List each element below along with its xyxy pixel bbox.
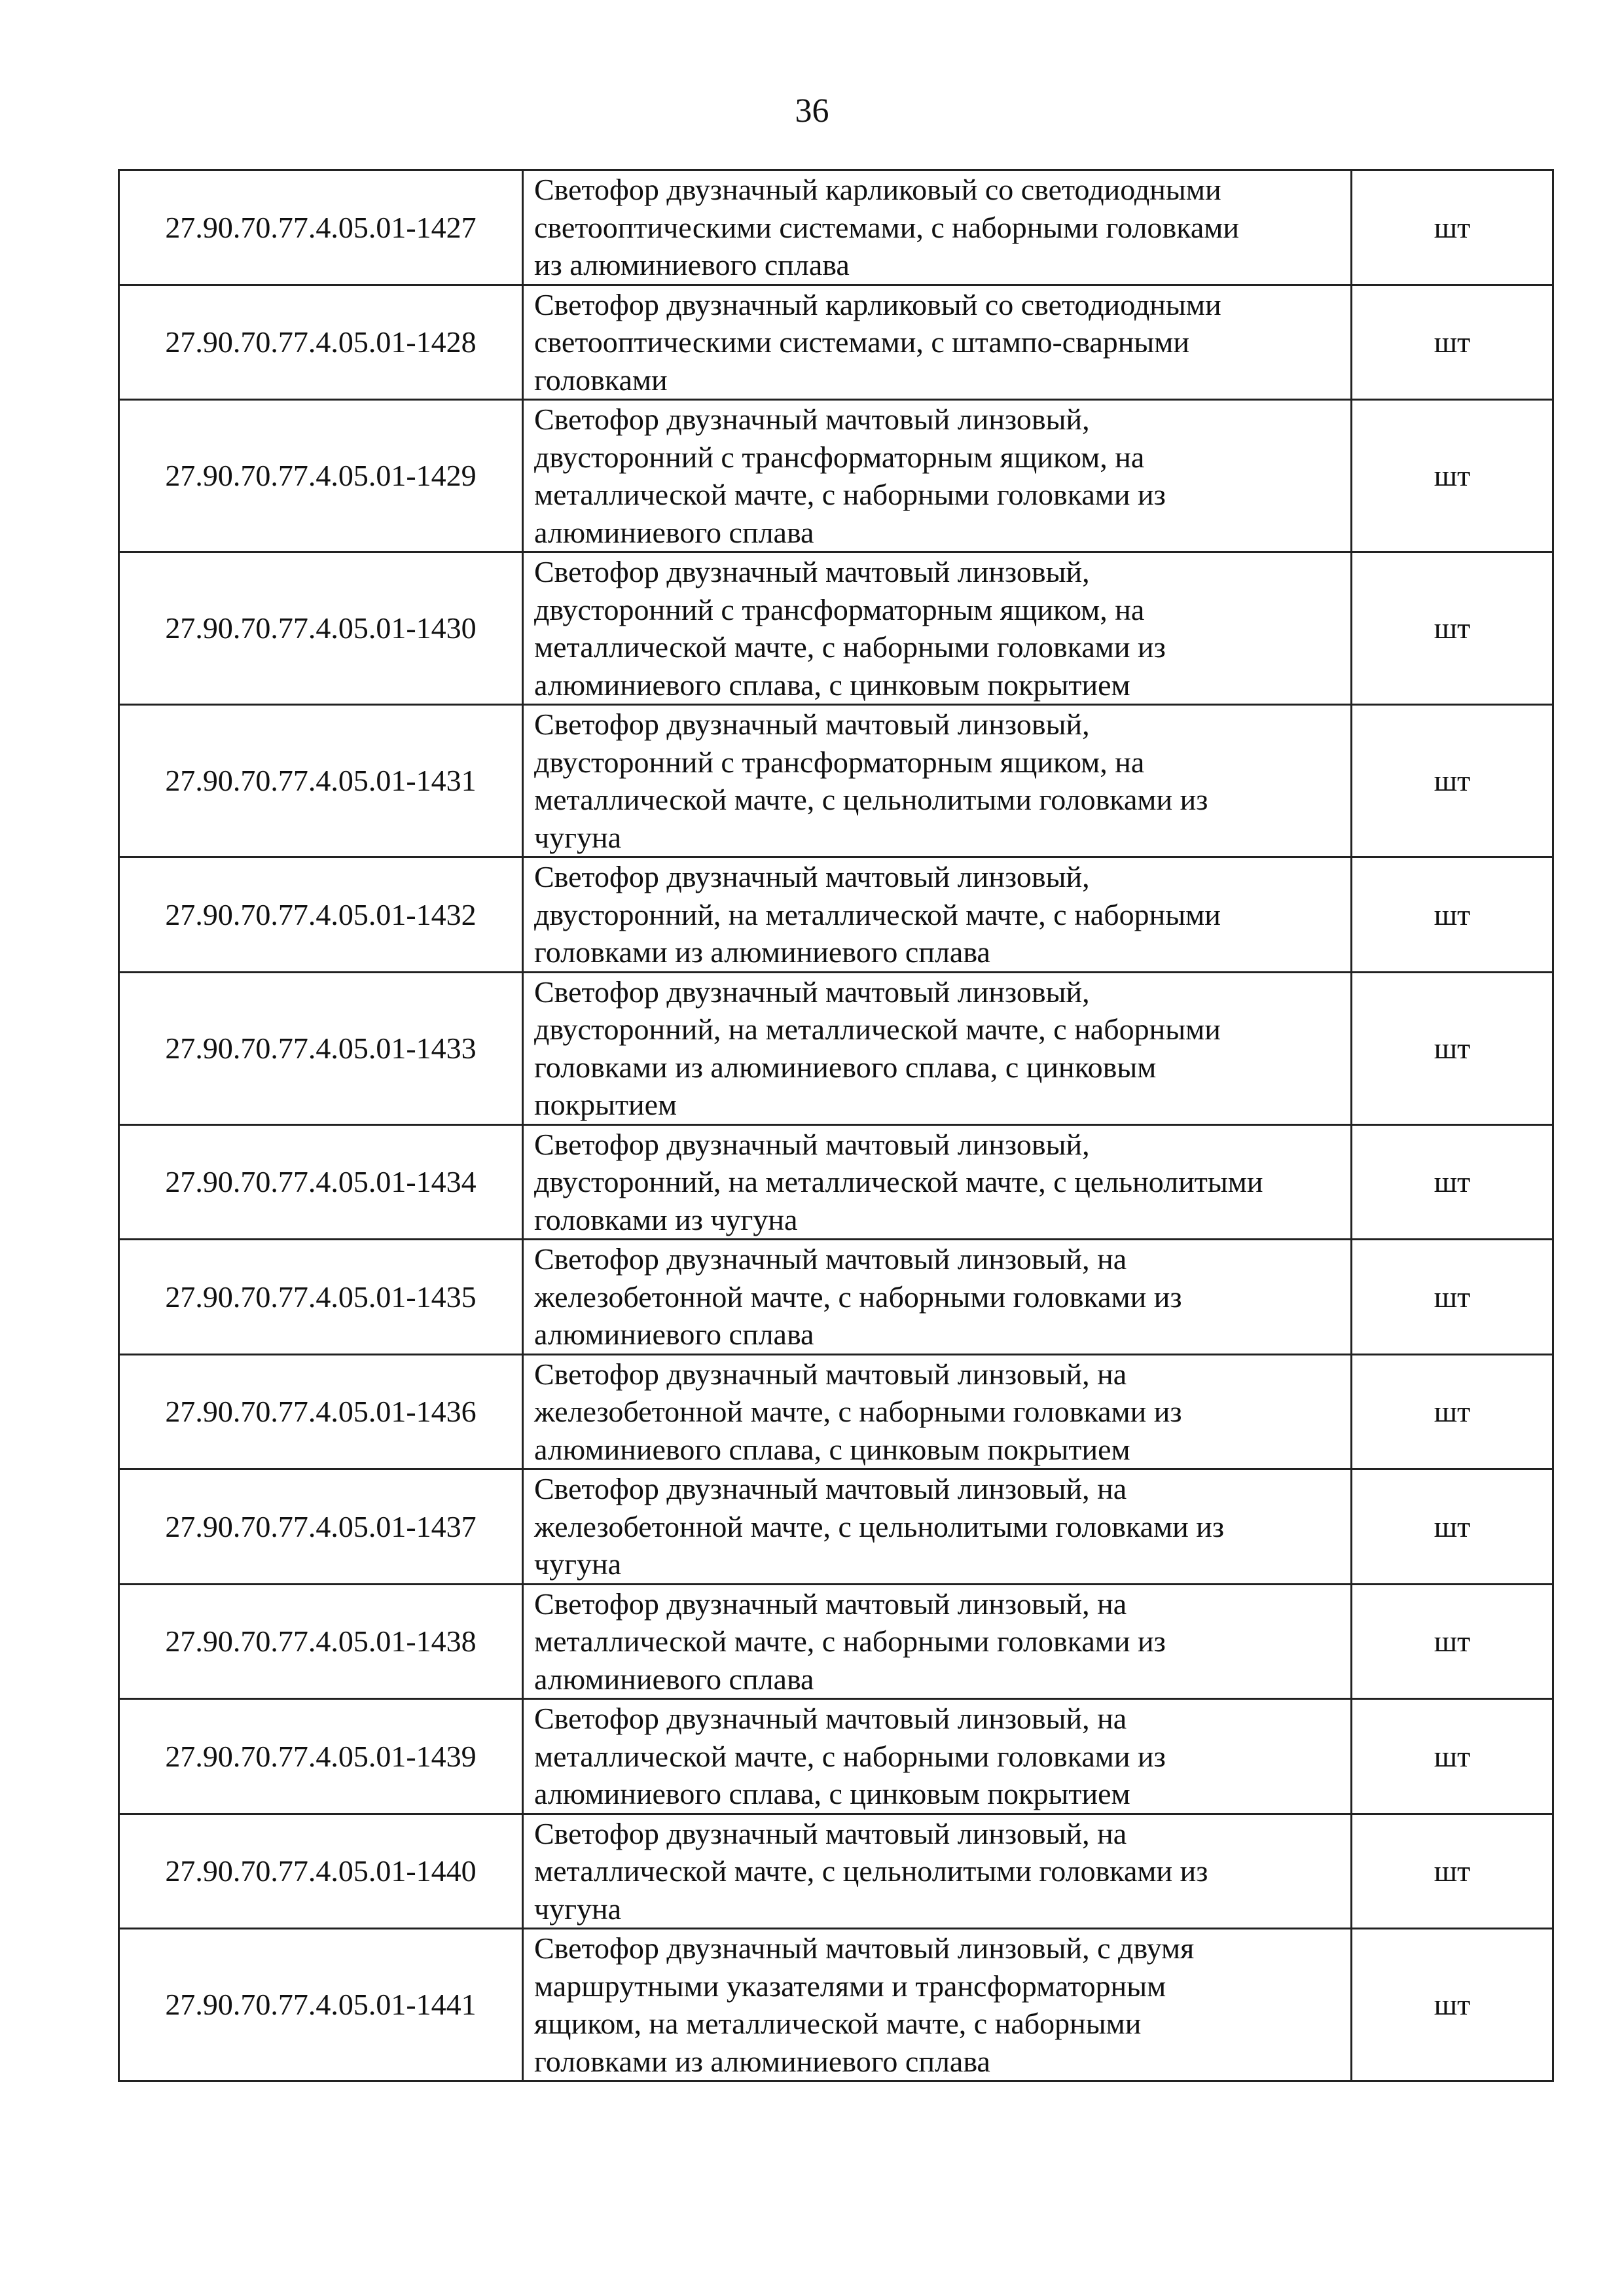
item-description-line: двусторонний, на металлической мачте, с наборными: [534, 897, 1221, 931]
item-code: 27.90.70.77.4.05.01-1434: [119, 1124, 523, 1240]
item-unit: шт: [1352, 1699, 1553, 1814]
item-description-line: алюминиевого сплава: [534, 515, 814, 549]
item-code: 27.90.70.77.4.05.01-1430: [119, 552, 523, 705]
item-code: 27.90.70.77.4.05.01-1441: [119, 1929, 523, 2081]
item-code: 27.90.70.77.4.05.01-1437: [119, 1469, 523, 1585]
item-description: [523, 285, 1352, 400]
item-unit: шт: [1352, 1469, 1553, 1585]
item-description-line: Светофор двузначный мачтовый линзовый, на: [534, 1702, 1127, 1735]
item-description-line: двусторонний с трансформаторным ящиком, на: [534, 592, 1145, 626]
item-description: [523, 1240, 1352, 1355]
item-unit: шт: [1352, 1584, 1553, 1699]
item-description: [523, 1699, 1352, 1814]
table-row: [119, 1814, 1553, 1929]
item-description: [523, 705, 1352, 857]
item-description-line: железобетонной мачте, с цельнолитыми головками из: [534, 1509, 1225, 1543]
item-description-line: головками из алюминиевого сплава, с цинковым: [534, 1050, 1157, 1084]
item-description-line: двусторонний с трансформаторным ящиком, на: [534, 440, 1145, 474]
table-row: [119, 705, 1553, 857]
item-description-line: металлической мачте, с наборными головками из: [534, 478, 1166, 511]
item-unit: шт: [1352, 552, 1553, 705]
items-table: [118, 169, 1554, 2082]
item-unit: шт: [1352, 1240, 1553, 1355]
item-description-line: Светофор двузначный мачтовый линзовый,: [534, 403, 1090, 436]
item-code: 27.90.70.77.4.05.01-1440: [119, 1814, 523, 1929]
item-description-line: двусторонний с трансформаторным ящиком, на: [534, 745, 1145, 779]
item-description-line: Светофор двузначный мачтовый линзовый, на: [534, 1816, 1127, 1850]
table-row: [119, 1929, 1553, 2081]
item-description: [523, 1469, 1352, 1585]
item-description-line: Светофор двузначный мачтовый линзовый, на: [534, 1242, 1127, 1276]
item-unit: шт: [1352, 400, 1553, 552]
item-description-line: Светофор двузначный карликовый со светодиодными: [534, 173, 1221, 206]
table-row: [119, 1469, 1553, 1585]
item-description-line: головками из алюминиевого сплава: [534, 935, 990, 969]
item-description-line: металлической мачте, с наборными головками из: [534, 630, 1166, 664]
item-description-line: алюминиевого сплава: [534, 1318, 814, 1351]
item-description-line: алюминиевого сплава, с цинковым покрытием: [534, 1432, 1130, 1466]
item-description: [523, 400, 1352, 552]
item-code: 27.90.70.77.4.05.01-1431: [119, 705, 523, 857]
table-row: [119, 1240, 1553, 1355]
table-row: [119, 1699, 1553, 1814]
item-description: [523, 972, 1352, 1124]
item-description-line: двусторонний, на металлической мачте, с цельнолитыми: [534, 1165, 1263, 1198]
item-description: [523, 1354, 1352, 1469]
item-description-line: железобетонной мачте, с наборными головками из: [534, 1395, 1182, 1428]
item-description-line: алюминиевого сплава, с цинковым покрытием: [534, 1777, 1130, 1810]
item-description-line: Светофор двузначный мачтовый линзовый,: [534, 860, 1090, 893]
table-row: [119, 972, 1553, 1124]
item-description-line: чугуна: [534, 820, 622, 854]
item-description-line: Светофор двузначный мачтовый линзовый,: [534, 1127, 1090, 1161]
item-description-line: металлической мачте, с наборными головками из: [534, 1624, 1166, 1658]
item-description: [523, 857, 1352, 973]
item-description-line: двусторонний, на металлической мачте, с наборными: [534, 1013, 1221, 1046]
item-code: 27.90.70.77.4.05.01-1433: [119, 972, 523, 1124]
item-description-line: железобетонной мачте, с наборными головками из: [534, 1280, 1182, 1314]
item-description-line: Светофор двузначный мачтовый линзовый, на: [534, 1357, 1127, 1391]
item-description-line: металлической мачте, с цельнолитыми головками из: [534, 1854, 1208, 1888]
page-number: 36: [795, 92, 829, 130]
table-row: [119, 170, 1553, 285]
item-description-line: Светофор двузначный мачтовый линзовый,: [534, 975, 1090, 1009]
item-code: 27.90.70.77.4.05.01-1439: [119, 1699, 523, 1814]
item-unit: шт: [1352, 1354, 1553, 1469]
table-row: [119, 400, 1553, 552]
item-unit: шт: [1352, 1814, 1553, 1929]
item-unit: шт: [1352, 1929, 1553, 2081]
item-unit: шт: [1352, 972, 1553, 1124]
item-code: 27.90.70.77.4.05.01-1432: [119, 857, 523, 973]
item-description: [523, 1929, 1352, 2081]
item-description-line: головками из алюминиевого сплава: [534, 2044, 990, 2078]
item-code: 27.90.70.77.4.05.01-1427: [119, 170, 523, 285]
item-description-line: ящиком, на металлической мачте, с наборными: [534, 2007, 1142, 2040]
item-description-line: светооптическими системами, с штампо-сварными: [534, 325, 1189, 359]
item-code: 27.90.70.77.4.05.01-1435: [119, 1240, 523, 1355]
item-unit: шт: [1352, 170, 1553, 285]
item-description: [523, 1124, 1352, 1240]
table-row: [119, 552, 1553, 705]
item-description-line: чугуна: [534, 1892, 622, 1926]
item-description: [523, 170, 1352, 285]
item-description-line: маршрутными указателями и трансформаторным: [534, 1969, 1166, 2003]
item-description-line: Светофор двузначный мачтовый линзовый,: [534, 555, 1090, 588]
item-description-line: покрытием: [534, 1088, 677, 1121]
item-description-line: Светофор двузначный мачтовый линзовый, на: [534, 1587, 1127, 1621]
item-description: [523, 1584, 1352, 1699]
item-description-line: чугуна: [534, 1547, 622, 1581]
table-row: [119, 1584, 1553, 1699]
item-description-line: алюминиевого сплава, с цинковым покрытием: [534, 668, 1130, 702]
item-description-line: Светофор двузначный карликовый со светодиодными: [534, 287, 1221, 321]
item-description-line: головками: [534, 363, 668, 397]
item-unit: шт: [1352, 857, 1553, 973]
item-description-line: Светофор двузначный мачтовый линзовый,: [534, 708, 1090, 741]
item-description-line: светооптическими системами, с наборными головками: [534, 210, 1240, 244]
items-table-body: [119, 170, 1553, 2081]
item-code: 27.90.70.77.4.05.01-1438: [119, 1584, 523, 1699]
item-description-line: алюминиевого сплава: [534, 1662, 814, 1696]
item-code: 27.90.70.77.4.05.01-1428: [119, 285, 523, 400]
table-row: [119, 285, 1553, 400]
item-description-line: Светофор двузначный мачтовый линзовый, с двумя: [534, 1931, 1195, 1965]
item-code: 27.90.70.77.4.05.01-1429: [119, 400, 523, 552]
item-description-line: Светофор двузначный мачтовый линзовый, на: [534, 1472, 1127, 1505]
item-description-line: металлической мачте, с наборными головками из: [534, 1739, 1166, 1773]
table-row: [119, 1354, 1553, 1469]
item-description: [523, 1814, 1352, 1929]
table-row: [119, 857, 1553, 973]
item-unit: шт: [1352, 1124, 1553, 1240]
table-row: [119, 1124, 1553, 1240]
item-code: 27.90.70.77.4.05.01-1436: [119, 1354, 523, 1469]
item-description-line: из алюминиевого сплава: [534, 248, 850, 281]
item-description-line: металлической мачте, с цельнолитыми головками из: [534, 783, 1208, 816]
item-description-line: головками из чугуна: [534, 1202, 798, 1236]
item-unit: шт: [1352, 285, 1553, 400]
item-unit: шт: [1352, 705, 1553, 857]
item-description: [523, 552, 1352, 705]
